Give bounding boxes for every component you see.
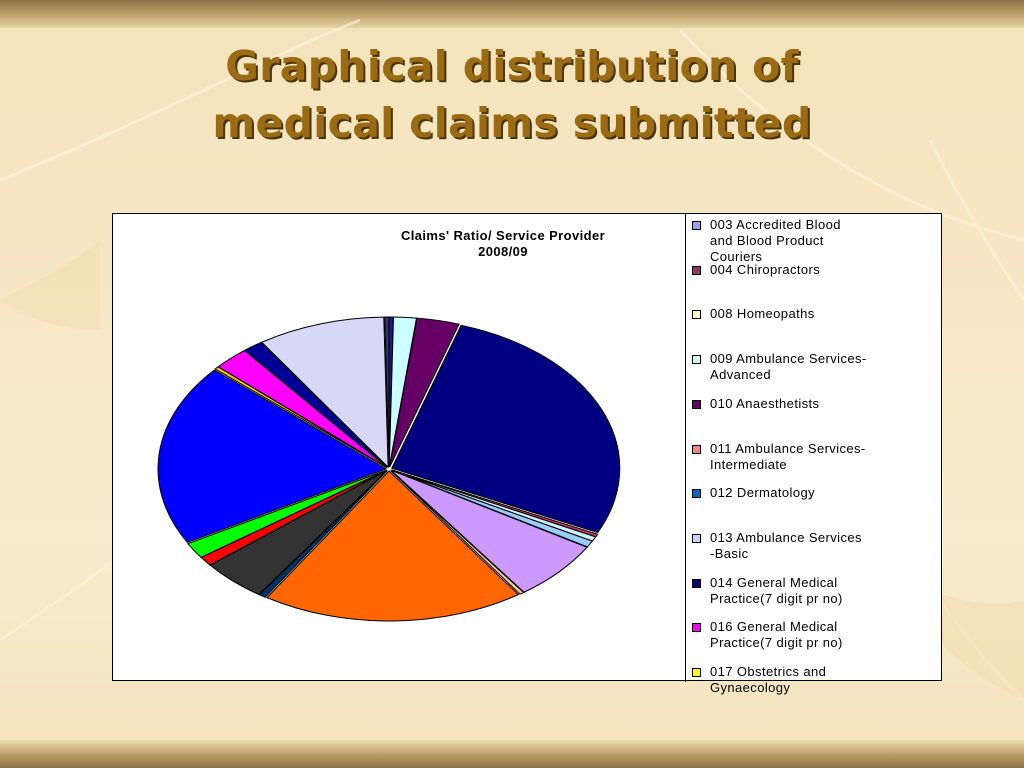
legend-label: 009 Ambulance Services- Advanced: [710, 351, 867, 383]
legend-label: 017 Obstetrics and Gynaecology: [710, 664, 827, 695]
chart-title: [343, 228, 663, 260]
pie-chart: [113, 214, 685, 680]
legend-swatch: [692, 623, 701, 632]
pie-slices: [158, 317, 620, 621]
legend-swatch: [692, 534, 701, 543]
legend-swatch: [692, 400, 701, 409]
legend-label: 011 Ambulance Services- Intermediate: [710, 440, 866, 472]
legend-swatch: [692, 579, 701, 588]
legend-label: 004 Chiropractors: [710, 261, 821, 277]
legend-swatch: [692, 668, 701, 677]
slide-title: [0, 38, 1024, 152]
bottom-band: [0, 740, 1024, 768]
chart-legend: [685, 214, 944, 695]
legend-swatch: [692, 445, 701, 454]
legend-label: 016 General Medical Practice(7 digit pr no): [710, 619, 843, 651]
legend-swatch: [692, 221, 701, 230]
legend-swatch: [692, 355, 701, 364]
chart-frame: [112, 213, 942, 695]
slide-title-line1: Graphical distribution of: [225, 42, 799, 90]
legend-swatch: [692, 266, 701, 275]
legend-swatch: [692, 310, 701, 319]
legend-label: 010 Anaesthetists: [710, 395, 820, 411]
legend-label: 012 Dermatology: [710, 485, 815, 501]
legend-label: 008 Homeopaths: [710, 306, 815, 322]
chart-title-line1: Claims' Ratio/ Service Provider: [400, 228, 606, 243]
chart-title-line2: 2008/09: [478, 244, 528, 259]
legend-label: 003 Accredited Blood and Blood Product Couriers: [710, 217, 841, 264]
legend-swatch: [692, 489, 701, 498]
legend-label: 014 General Medical Practice(7 digit pr no): [710, 574, 843, 606]
legend-label: 013 Ambulance Services -Basic: [710, 529, 862, 561]
slide-title-line2: medical claims submitted: [212, 99, 812, 147]
